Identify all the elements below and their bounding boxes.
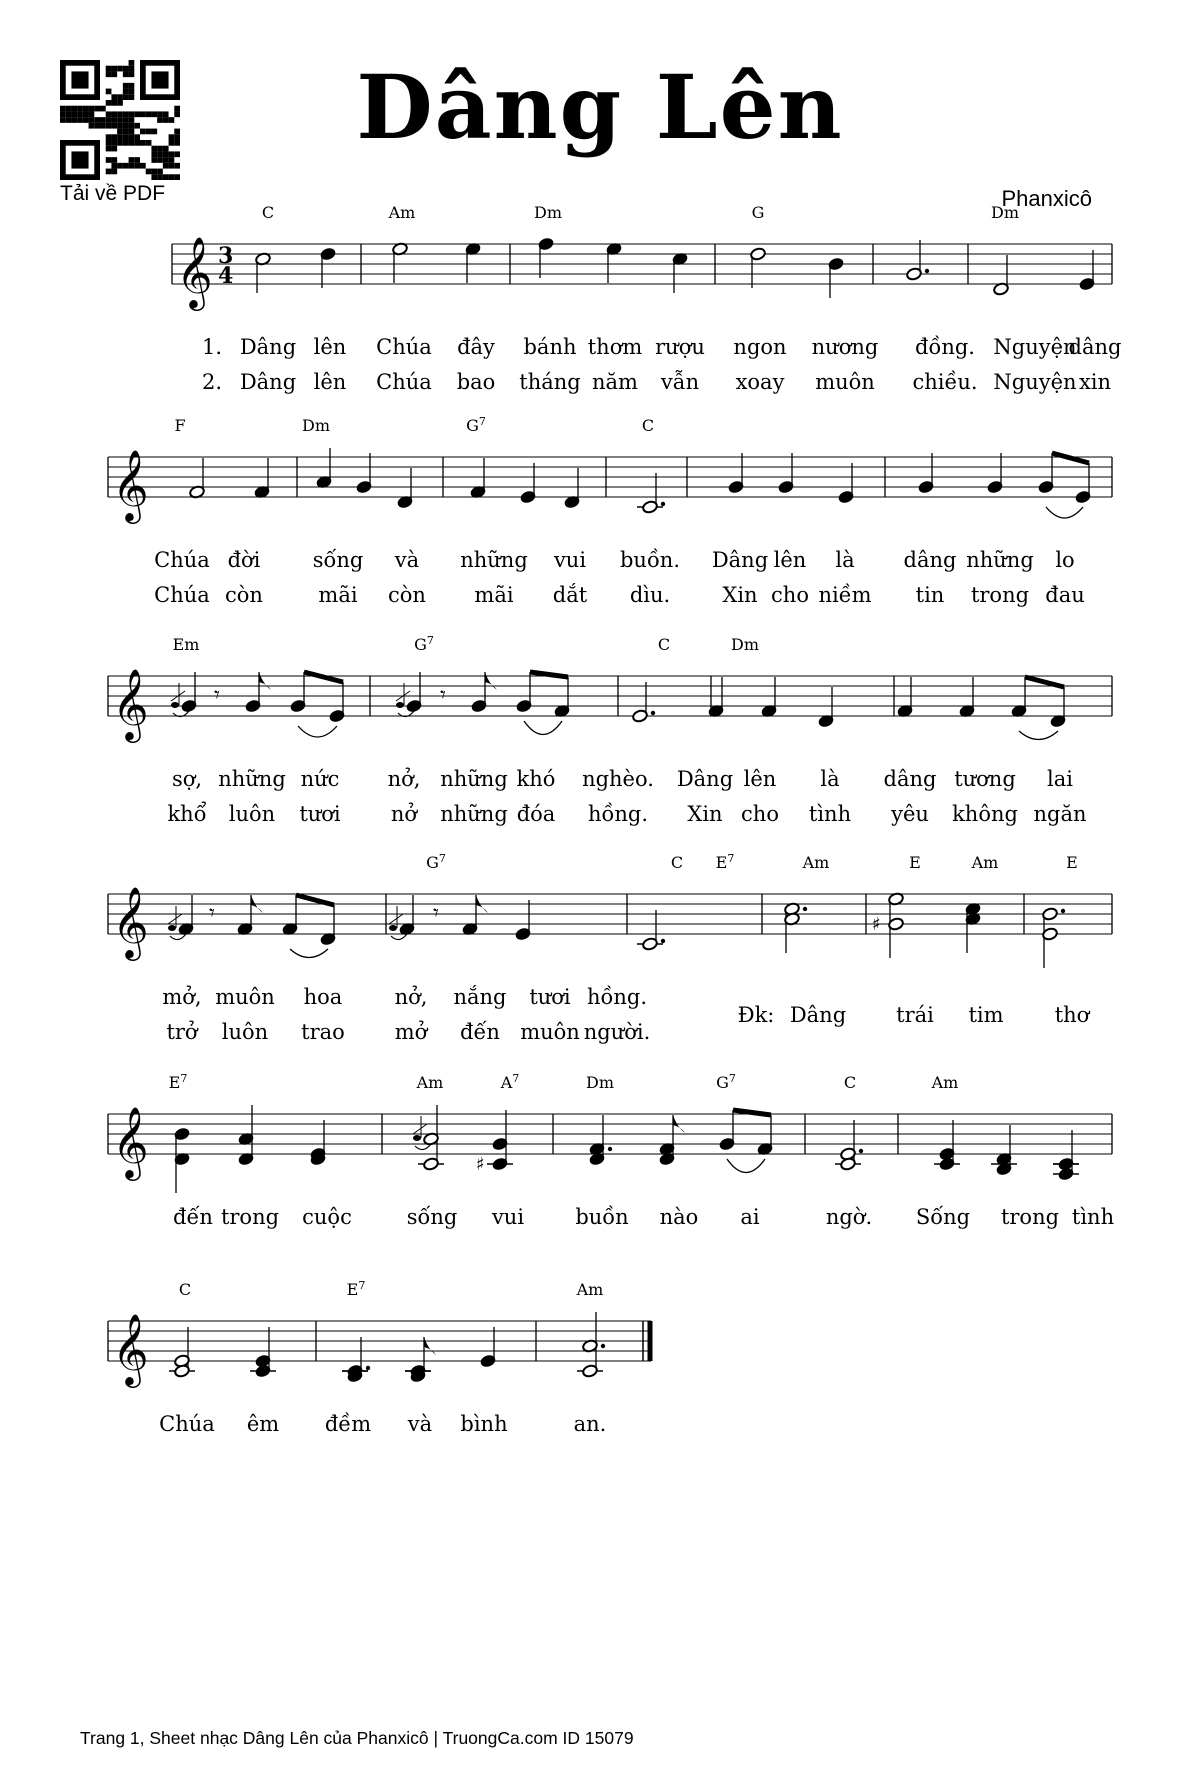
lyric-syllable: tin (915, 583, 945, 607)
lyric-syllable: trong (970, 583, 1030, 607)
song-title: Dâng Lên (356, 55, 844, 159)
lyric-syllable: những (440, 802, 508, 826)
lyric-syllable: nắng (453, 985, 507, 1009)
page-footer: Trang 1, Sheet nhạc Dâng Lên của Phanxicô | TruongCa.com ID 15079 (80, 1728, 634, 1748)
lyric-syllable: Sống (915, 1205, 971, 1229)
lyric-syllable: lên (743, 767, 777, 791)
lyric-syllable: nức (300, 767, 340, 791)
note-head (840, 1157, 857, 1171)
chord-symbol: $E^7$ (715, 852, 735, 872)
lyric-syllable: Nguyện (993, 370, 1077, 394)
chord-extension: 7 (478, 415, 486, 428)
lyric-syllable: Dâng (676, 767, 734, 791)
chord-symbol: Em (172, 635, 200, 654)
chord-symbol: E (1066, 853, 1078, 872)
dot (651, 711, 655, 715)
slur (524, 721, 562, 735)
lyric-syllable: những (460, 548, 528, 572)
lyric-syllable: những (218, 767, 286, 791)
note-head (174, 1364, 191, 1378)
lyric-syllable: Nguyện (993, 335, 1077, 359)
sharp-sign: ♯ (476, 1154, 485, 1175)
note-head (1042, 907, 1059, 921)
lyric-syllable: Chúa (376, 370, 432, 394)
staff-system (108, 1072, 1114, 1229)
lyric-syllable: đến (460, 1020, 500, 1044)
lyric-syllable: vẫn (660, 370, 700, 394)
lyric-syllable: 1. (201, 335, 223, 359)
lyric-syllable: khó (516, 767, 556, 791)
composer-name: Phanxicô (1001, 186, 1092, 211)
grace-note (413, 1135, 421, 1141)
lyric-syllable: 2. (201, 370, 223, 394)
dot (925, 269, 929, 273)
lyric-syllable: đến (173, 1205, 213, 1229)
refrain-lyric: Đk: (737, 1003, 775, 1027)
lyric-syllable: bánh (523, 335, 577, 359)
dot (1061, 909, 1065, 913)
lyric-syllable: tươi (299, 802, 341, 826)
lyric-syllable: hồng. (587, 802, 649, 826)
grace-note (171, 702, 179, 708)
eighth-rest: 𝄾 (214, 683, 220, 708)
lyric-syllable: trong (1000, 1205, 1060, 1229)
lyric-syllable: những (440, 767, 508, 791)
lyric-syllable: hoa (303, 985, 343, 1009)
lyric-syllable: vui (553, 548, 587, 572)
lyric-syllable: hồng. (586, 985, 648, 1009)
grace-slur (170, 934, 186, 940)
treble-clef: 𝄞 (112, 1312, 149, 1385)
lyric-syllable: lên (313, 370, 347, 394)
eighth-rest: 𝄾 (440, 683, 446, 708)
lyric-syllable: dắt (552, 583, 588, 607)
lyric-syllable: lo (1055, 548, 1075, 572)
chord-extension: 7 (727, 852, 735, 865)
lyric-syllable: vui (491, 1205, 525, 1229)
treble-clef: 𝄞 (112, 1105, 149, 1178)
lyric-syllable: nương (811, 335, 879, 359)
lyric-syllable: đây (457, 335, 495, 359)
chord-symbol: $E^7$ (346, 1279, 366, 1299)
lyric-syllable: nở, (394, 985, 428, 1009)
dot (608, 1147, 612, 1151)
grace-slash (168, 914, 182, 924)
lyric-syllable: Xin (687, 802, 723, 826)
lyric-syllable: đời (227, 548, 261, 572)
lyric-syllable: lên (773, 548, 807, 572)
lyric-syllable: xoay (735, 370, 785, 394)
lyric-syllable: đóa (516, 802, 556, 826)
lyric-syllable: cuộc (302, 1205, 352, 1229)
lyric-syllable: nghèo. (582, 767, 654, 791)
note-head (582, 1364, 599, 1378)
beam (304, 672, 343, 682)
lyric-syllable: trở (166, 1020, 198, 1044)
chord-symbol: C (261, 203, 275, 222)
lyric-syllable: luôn (221, 1020, 269, 1044)
lyric-syllable: nở (390, 802, 418, 826)
lyric-syllable: Chúa (154, 548, 210, 572)
slur (727, 1159, 765, 1173)
chord-symbol: Dm (586, 1073, 614, 1092)
lyric-syllable: buồn (575, 1205, 629, 1229)
staff-system (108, 852, 1112, 1044)
treble-clef: 𝄞 (112, 667, 149, 740)
lyric-syllable: tươi (529, 985, 571, 1009)
lyric-syllable: an. (573, 1412, 607, 1436)
chord-symbol: Am (931, 1073, 959, 1092)
chord-symbol: Am (388, 203, 416, 222)
lyric-syllable: mở, (162, 985, 202, 1009)
lyric-syllable: muôn (815, 370, 875, 394)
lyric-syllable: muôn (520, 1020, 580, 1044)
eighth-rest: 𝄾 (209, 901, 215, 926)
grace-note (396, 702, 404, 708)
chord-extension: 7 (180, 1072, 188, 1085)
lyric-syllable: người. (583, 1020, 651, 1044)
lyric-syllable: dâng (903, 548, 957, 572)
lyric-syllable: là (835, 548, 855, 572)
refrain-lyric: tim (968, 1003, 1004, 1027)
lyric-syllable: Chúa (376, 335, 432, 359)
lyric-syllable: Chúa (154, 583, 210, 607)
grace-slash (413, 1124, 427, 1134)
chord-extension: 7 (358, 1279, 366, 1292)
lyric-syllable: ngăn (1033, 802, 1087, 826)
beam (1052, 453, 1089, 463)
note-head (642, 500, 659, 514)
lyric-syllable: niềm (818, 583, 872, 607)
slur (1046, 507, 1083, 518)
note-head (632, 709, 649, 723)
grace-note (389, 925, 397, 931)
lyric-syllable: thơm (587, 335, 643, 359)
chord-extension: 7 (426, 634, 434, 647)
chord-symbol: G (751, 203, 765, 222)
chord-extension: 7 (728, 1072, 736, 1085)
chord-symbol: $E^7$ (168, 1072, 188, 1092)
lyric-syllable: và (394, 548, 420, 572)
lyric-syllable: dâng (883, 767, 937, 791)
chord-symbol: C (670, 853, 684, 872)
chord-symbol: E (909, 853, 921, 872)
lyric-syllable: tình (808, 802, 852, 826)
lyric-syllable: cho (771, 583, 809, 607)
lyric-syllable: mở (394, 1020, 428, 1044)
chord-symbol: Am (971, 853, 999, 872)
chord-symbol: C (641, 416, 655, 435)
lyric-syllable: sống (406, 1205, 458, 1229)
slur (1019, 731, 1058, 740)
lyric-syllable: còn (225, 583, 263, 607)
lyric-syllable: khổ (167, 802, 207, 826)
slur (298, 726, 337, 737)
chord-symbol: Dm (302, 416, 330, 435)
dot (366, 1366, 370, 1370)
lyric-syllable: và (407, 1412, 433, 1436)
dot (803, 907, 807, 911)
flag (485, 672, 497, 690)
lyric-syllable: Dâng (711, 548, 769, 572)
lyric-syllable: Xin (722, 583, 758, 607)
grace-note (168, 925, 176, 931)
lyric-syllable: không (952, 802, 1018, 826)
lyric-syllable: sợ, (171, 767, 203, 791)
time-signature-top: 3 (218, 243, 234, 269)
note-head (906, 267, 923, 281)
grace-slash (389, 914, 403, 924)
staff-system (108, 634, 1112, 826)
lyric-syllable: đềm (324, 1412, 372, 1436)
lyric-syllable: những (966, 548, 1034, 572)
staff-system (172, 203, 1121, 394)
chord-symbol: C (178, 1280, 192, 1299)
treble-clef: 𝄞 (112, 885, 149, 958)
lyric-syllable: chiều. (912, 370, 978, 394)
chord-symbol: $G^7$ (716, 1072, 736, 1092)
flag (424, 1337, 436, 1355)
lyric-syllable: là (820, 767, 840, 791)
chord-symbol: Am (576, 1280, 604, 1299)
download-pdf-link[interactable]: Tải về PDF (60, 182, 166, 205)
treble-clef: 𝄞 (112, 448, 149, 521)
chord-symbol: C (843, 1073, 857, 1092)
lyric-syllable: xin (1078, 370, 1112, 394)
lyric-syllable: còn (388, 583, 426, 607)
lyric-syllable: Dâng (239, 370, 297, 394)
lyric-syllable: muôn (215, 985, 275, 1009)
lyric-syllable: năm (592, 370, 638, 394)
chord-symbol: Am (416, 1073, 444, 1092)
lyric-syllable: dìu. (629, 583, 671, 607)
lyric-syllable: ai (740, 1205, 760, 1229)
time-signature-bottom: 4 (218, 263, 234, 289)
treble-clef: 𝄞 (176, 235, 213, 308)
dot (601, 1344, 605, 1348)
chord-symbol: Dm (991, 203, 1019, 222)
lyric-syllable: cho (741, 802, 779, 826)
chord-symbol: Dm (534, 203, 562, 222)
lyric-syllable: mãi (318, 583, 358, 607)
lyric-syllable: trong (220, 1205, 280, 1229)
dot (661, 939, 665, 943)
lyric-syllable: mãi (474, 583, 514, 607)
refrain-lyric: thơ (1054, 1003, 1090, 1027)
chord-symbol: Dm (731, 635, 759, 654)
lyric-syllable: trao (301, 1020, 345, 1044)
staff-system (108, 415, 1112, 607)
refrain-lyric: trái (896, 1003, 934, 1027)
chord-extension: 7 (512, 1072, 520, 1085)
flag (259, 672, 271, 690)
lyric-syllable: Chúa (159, 1412, 215, 1436)
chord-extension: 7 (438, 852, 446, 865)
lyric-syllable: tháng (519, 370, 581, 394)
lyric-syllable: nở, (387, 767, 421, 791)
lyric-syllable: lên (313, 335, 347, 359)
dot (661, 502, 665, 506)
lyric-syllable: dâng (1068, 335, 1122, 359)
chord-symbol: C (657, 635, 671, 654)
lyric-syllable: ngờ. (825, 1205, 873, 1229)
lyric-syllable: luôn (228, 802, 276, 826)
lyric-syllable: đau (1045, 583, 1085, 607)
lyric-syllable: tình (1071, 1205, 1115, 1229)
eighth-rest: 𝄾 (433, 901, 439, 926)
chord-symbol: $G^7$ (426, 852, 446, 872)
lyric-syllable: tương (954, 767, 1016, 791)
chord-symbol: $G^7$ (414, 634, 434, 654)
lyric-syllable: Dâng (239, 335, 297, 359)
chord-symbol: Am (802, 853, 830, 872)
note-head (642, 937, 659, 951)
note-head (423, 1157, 440, 1171)
lyric-syllable: lai (1047, 767, 1073, 791)
lyric-syllable: bình (460, 1412, 508, 1436)
lyric-syllable: đồng. (915, 335, 975, 359)
grace-slur (391, 934, 407, 940)
chord-symbol: $A^7$ (500, 1072, 520, 1092)
lyric-syllable: yêu (891, 802, 929, 826)
sharp-sign: ♯ (872, 914, 881, 935)
lyric-syllable: rượu (655, 335, 705, 359)
lyric-syllable: êm (246, 1412, 280, 1436)
slur (290, 949, 328, 958)
note-head (750, 247, 767, 261)
lyric-syllable: ngon (733, 335, 787, 359)
staff-system (108, 1279, 651, 1436)
chord-symbol: F (174, 416, 186, 435)
lyric-syllable: buồn. (619, 548, 681, 572)
chord-symbol: $G^7$ (466, 415, 486, 435)
dot (859, 1149, 863, 1153)
lyric-syllable: nào (659, 1205, 699, 1229)
lyric-syllable: sống (312, 548, 364, 572)
refrain-lyric: Dâng (789, 1003, 847, 1027)
lyric-syllable: bao (456, 370, 496, 394)
